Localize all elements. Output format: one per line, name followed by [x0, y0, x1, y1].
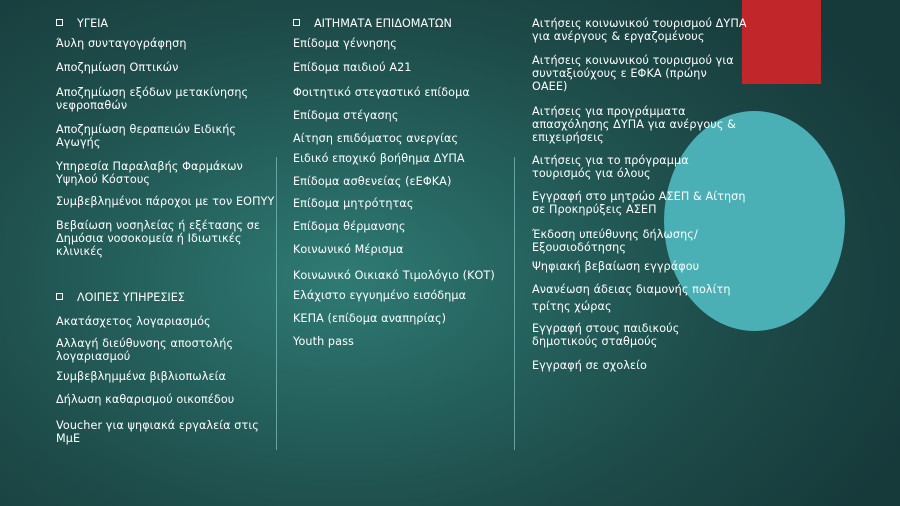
application-label: Εγγραφή στους παιδικούς — [532, 322, 680, 335]
service-link[interactable] — [56, 219, 260, 258]
benefit-link[interactable]: Επίδομα παιδιού Α21 — [293, 61, 412, 74]
application-link[interactable] — [532, 283, 731, 313]
service-label: Αποζημίωση εξόδων μετακίνησης — [56, 86, 249, 99]
application-label: τουρισμός για όλους — [532, 167, 651, 180]
service-label: νεφροπαθών — [56, 99, 128, 112]
application-label: τρίτης χώρας — [532, 300, 612, 313]
application-label: Αιτήσεις κοινωνικού τουρισμού ΔΥΠΑ — [532, 17, 747, 30]
square-bullet-icon — [56, 293, 63, 300]
application-label: Αιτήσεις κοινωνικού τουρισμού για — [532, 54, 734, 67]
benefit-link[interactable]: Κοινωνικό Οικιακό Τιμολόγιο (ΚΟΤ) — [293, 269, 495, 282]
service-label: Υψηλού Κόστους — [56, 173, 151, 186]
service-label: Ακατάσχετος λογαριασμός — [56, 315, 211, 328]
service-link[interactable] — [56, 123, 236, 149]
benefit-link[interactable]: ΚΕΠΑ (επίδομα αναπηρίας) — [293, 312, 447, 325]
application-link[interactable] — [532, 17, 747, 43]
application-label: Ψηφιακή βεβαίωση εγγράφου — [532, 260, 700, 273]
benefit-link[interactable]: Youth pass — [293, 335, 354, 348]
benefit-link[interactable]: Φοιτητικό στεγαστικό επίδομα — [293, 86, 470, 99]
service-link[interactable] — [56, 37, 187, 50]
service-label: Συμβεβλημμένα βιβλιοπωλεία — [56, 370, 227, 383]
service-link[interactable] — [56, 195, 274, 208]
application-link[interactable] — [532, 54, 734, 93]
health-heading — [56, 17, 108, 30]
benefits-heading-label: ΑΙΤΗΜΑΤΑ ΕΠΙΔΟΜΑΤΩΝ — [314, 17, 452, 30]
benefit-link[interactable]: Επίδομα μητρότητας — [293, 197, 414, 210]
service-label: Δήλωση καθαρισμού οικοπέδου — [56, 393, 235, 406]
health-heading-label: ΥΓΕΙΑ — [77, 17, 109, 30]
decorative-red-rectangle — [742, 0, 821, 84]
service-label: Συμβεβλημένοι πάροχοι με τον ΕΟΠΥΥ — [56, 195, 275, 208]
application-label: Ανανέωση άδειας διαμονής πολίτη — [532, 283, 731, 296]
service-label: Αποζημίωση θεραπειών Ειδικής — [56, 123, 237, 136]
benefit-link[interactable]: Ελάχιστο εγγυημένο εισόδημα — [293, 289, 467, 302]
application-label: Αιτήσεις για προγράμματα — [532, 105, 686, 118]
service-label: λογαριασμού — [56, 350, 131, 363]
service-label: Υπηρεσία Παραλαβής Φαρμάκων — [56, 160, 243, 173]
application-label: Έκδοση υπεύθυνης δήλωσης/ — [532, 228, 698, 241]
service-label: Voucher για ψηφιακά εργαλεία στις — [56, 419, 259, 432]
service-label: ΜμΕ — [56, 432, 81, 445]
service-link[interactable] — [56, 393, 234, 406]
service-label: κλινικές — [56, 245, 104, 258]
benefit-link[interactable]: Αίτηση επιδόματος ανεργίας — [293, 132, 459, 145]
benefit-link[interactable]: Κοινωνικό Μέρισμα — [293, 243, 404, 256]
service-link[interactable] — [56, 61, 179, 74]
application-label: Εξουσιοδότησης — [532, 241, 627, 254]
application-label: ΟΑΕΕ) — [532, 80, 568, 93]
application-label: Εγγραφή στο μητρώο ΑΣΕΠ & Αίτηση — [532, 190, 746, 203]
service-link[interactable] — [56, 370, 226, 383]
application-link[interactable] — [532, 322, 679, 348]
application-link[interactable] — [532, 359, 647, 372]
service-link[interactable] — [56, 419, 259, 445]
application-label: για ανέργους & εργαζομένους — [532, 30, 705, 43]
application-label: δημοτικούς σταθμούς — [532, 335, 658, 348]
benefit-link[interactable]: Επίδομα ασθενείας (εΕΦΚΑ) — [293, 175, 452, 188]
benefits-heading — [293, 17, 452, 30]
column-divider-right — [514, 157, 515, 450]
service-label: Βεβαίωση νοσηλείας ή εξέτασης σε — [56, 219, 261, 232]
service-label: Άυλη συνταγογράφηση — [56, 37, 187, 50]
other-services-heading — [56, 291, 185, 304]
application-link[interactable] — [532, 228, 698, 254]
service-link[interactable] — [56, 315, 211, 328]
service-label: Αποζημίωση Οπτικών — [56, 61, 179, 74]
application-link[interactable] — [532, 105, 736, 144]
service-link[interactable] — [56, 160, 243, 186]
service-label: Αλλαγή διεύθυνσης αποστολής — [56, 337, 234, 350]
square-bullet-icon — [293, 19, 300, 26]
other-services-heading-label: ΛΟΙΠΕΣ ΥΠΗΡΕΣΙΕΣ — [77, 291, 185, 304]
application-label: συνταξιούχους ε ΕΦΚΑ (πρώην — [532, 67, 707, 80]
service-link[interactable] — [56, 337, 233, 363]
benefit-link[interactable]: Επίδομα θέρμανσης — [293, 220, 406, 233]
application-label: Εγγραφή σε σχολείο — [532, 359, 648, 372]
service-label: Δημόσια νοσοκομεία ή Ιδιωτικές — [56, 232, 242, 245]
column-divider-left — [276, 157, 277, 450]
application-label: επιχειρήσεις — [532, 131, 604, 144]
application-link[interactable] — [532, 260, 699, 273]
square-bullet-icon — [56, 19, 63, 26]
application-label: Αιτήσεις για το πρόγραμμα — [532, 154, 689, 167]
service-link[interactable] — [56, 86, 248, 112]
service-label: Αγωγής — [56, 136, 101, 149]
application-label: σε Προκηρύξεις ΑΣΕΠ — [532, 203, 657, 216]
benefit-link[interactable]: Επίδομα στέγασης — [293, 109, 399, 122]
application-label: απασχόλησης ΔΥΠΑ για ανέργους & — [532, 118, 736, 131]
application-link[interactable] — [532, 190, 746, 216]
benefit-link[interactable]: Ειδικό εποχικό βοήθημα ΔΥΠΑ — [293, 152, 465, 165]
benefit-link[interactable]: Επίδομα γέννησης — [293, 37, 397, 50]
application-link[interactable] — [532, 154, 689, 180]
